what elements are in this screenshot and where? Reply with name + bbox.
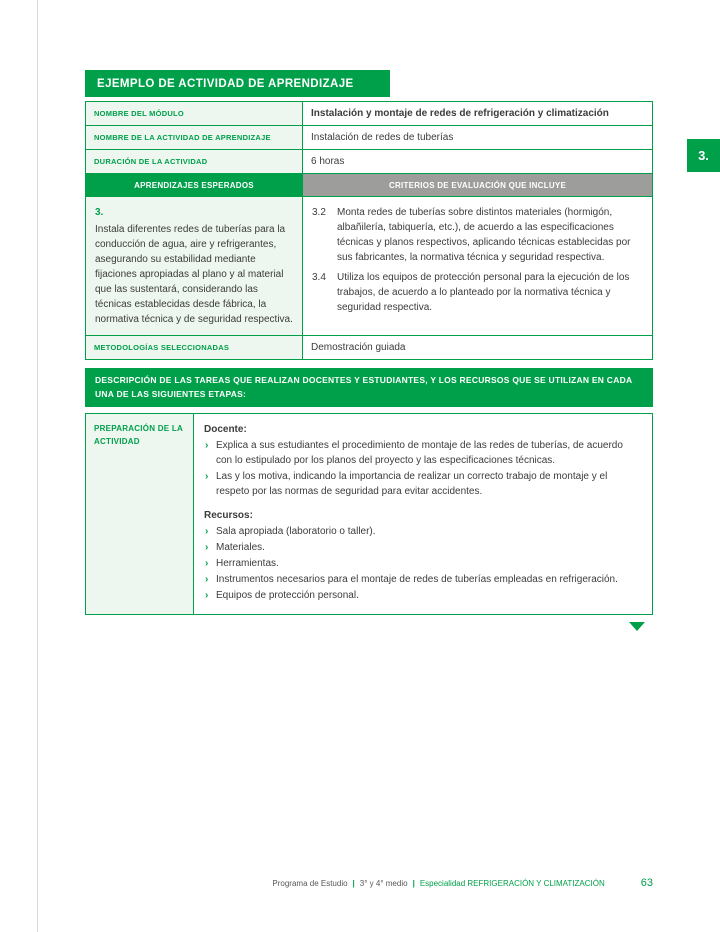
table-row (86, 102, 652, 126)
evaluation-criteria-cell (303, 197, 652, 336)
methodology-value: Demostración guiada (311, 342, 406, 353)
continuation-arrow-icon (629, 622, 645, 631)
duration-label: DURACIÓN DE LA ACTIVIDAD (86, 150, 303, 174)
content-row (86, 197, 652, 336)
preparation-stage-label: PREPARACIÓN DE LA ACTIVIDAD (86, 414, 194, 614)
table-row (86, 126, 652, 150)
criterion-number: 3.2 (312, 207, 326, 218)
footer-program: Programa de Estudio (272, 879, 348, 888)
module-name-label: NOMBRE DEL MÓDULO (86, 102, 303, 126)
expected-learning-header: APRENDIZAJES ESPERADOS (86, 174, 303, 197)
expected-learning-cell (86, 197, 303, 336)
preparation-content (194, 414, 652, 614)
footer-specialty: Especialidad REFRIGERACIÓN Y CLIMATIZACIÓN (419, 879, 605, 888)
list-item: › Explica a sus estudiantes el procedimiento de montaje de las redes de tuberías, de acuerdo con lo estipulado por los planos del proyecto y las especificaciones técnicas. (204, 438, 640, 468)
criterion-text: Monta redes de tuberías sobre distintos materiales (hormigón, albañilería, tabiquería, etc.), de acuerdo a las especificaciones técnicas y planos respectivos, aplicando técnicas establecidas por sus fabricantes, la normativa técnica y seguridad respectiva. (337, 207, 631, 263)
table-row (86, 150, 652, 174)
description-bar (85, 368, 653, 407)
footer-separator: | (352, 879, 355, 888)
criterion-item (312, 270, 643, 315)
criterion-number: 3.4 (312, 272, 326, 283)
page-number: 63 (640, 877, 653, 889)
criterion-text: Utiliza los equipos de protección personal para la ejecución de los trabajos, de acuerdo a lo planteado por la normativa técnica y seguridad respectiva. (337, 272, 630, 313)
criterion-item (312, 205, 643, 265)
list-item: › Instrumentos necesarios para el montaje de redes de tuberías empleadas en refrigeración. (204, 572, 640, 587)
table-row (86, 336, 652, 359)
activity-name-label: NOMBRE DE LA ACTIVIDAD DE APRENDIZAJE (86, 126, 303, 150)
section-title-bar (85, 70, 390, 97)
page-title: EJEMPLO DE ACTIVIDAD DE APRENDIZAJE (97, 77, 354, 90)
list-item: › Herramientas. (204, 556, 640, 571)
page-content (85, 70, 653, 631)
activity-name-value: Instalación de redes de tuberías (303, 126, 652, 150)
list-item: › Sala apropiada (laboratorio o taller). (204, 524, 640, 539)
footer-separator: | (412, 879, 415, 888)
list-item: › Las y los motiva, indicando la importancia de realizar un correcto trabajo de montaje y el respeto por las normas de seguridad para evitar accidentes. (204, 469, 640, 499)
evaluation-criteria-header: CRITERIOS DE EVALUACIÓN QUE INCLUYE (303, 174, 652, 197)
recursos-heading: Recursos: (204, 509, 253, 521)
list-item: › Equipos de protección personal. (204, 588, 640, 603)
left-margin-rule (37, 0, 38, 932)
description-bar-text: DESCRIPCIÓN DE LAS TAREAS QUE REALIZAN DOCENTES Y ESTUDIANTES, Y LOS RECURSOS QUE SE UTILIZAN EN CADA UNA DE LAS SIGUIENTES ETAPAS: (95, 375, 633, 400)
expected-learning-number: 3. (95, 207, 104, 218)
duration-value: 6 horas (303, 150, 652, 174)
activity-info-table (85, 101, 653, 360)
chapter-tab-label: 3. (698, 148, 709, 163)
footer-grade: 3° y 4° medio (359, 879, 408, 888)
preparation-table (85, 413, 653, 615)
recursos-list (204, 524, 640, 603)
chapter-tab (687, 139, 720, 172)
docente-list (204, 438, 640, 499)
column-header-row (86, 174, 652, 197)
list-item: › Materiales. (204, 540, 640, 555)
module-name-value: Instalación y montaje de redes de refrigeración y climatización (303, 102, 652, 126)
expected-learning-text: Instala diferentes redes de tuberías para la conducción de agua, aire y refrigerantes, asegurando su estabilidad mediante fijaciones apropiadas al plano y al material que las sustentará, considerando las técnicas establecidas desde fábrica, la normativa técnica y de seguridad respectiva. (95, 224, 293, 325)
docente-heading: Docente: (204, 423, 247, 435)
methodology-label: METODOLOGÍAS SELECCIONADAS (86, 336, 303, 359)
page-footer (85, 877, 653, 889)
